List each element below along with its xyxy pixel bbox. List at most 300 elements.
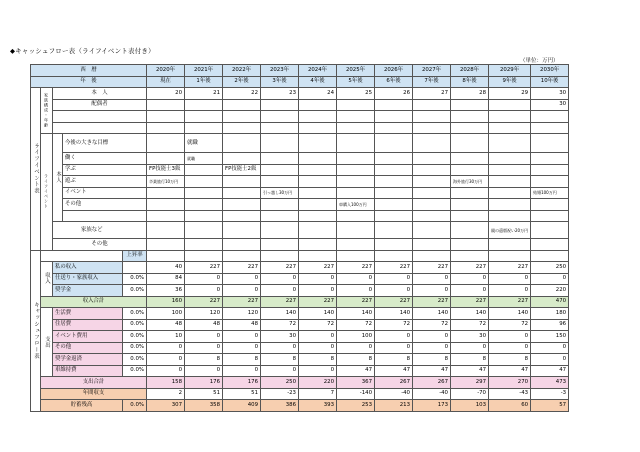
goal-cell [299, 134, 337, 153]
value-cell: 150 [531, 331, 569, 343]
savings-label: 貯蓄残高 [41, 400, 123, 412]
value-cell: 0 [299, 285, 337, 297]
play-cell [531, 176, 569, 188]
value-cell: 8 [337, 354, 375, 366]
value-cell: 0 [531, 342, 569, 354]
play-cell: 海外旅行30万円 [451, 176, 489, 188]
value-cell: 180 [531, 308, 569, 320]
value-cell: 227 [299, 296, 337, 308]
table-row [31, 176, 569, 188]
blank-cell [451, 111, 489, 123]
value-cell: -43 [489, 388, 531, 400]
offset-cell: 現在 [147, 76, 185, 88]
other-cell: 車購入100万円 [337, 199, 375, 211]
misc-cell [451, 239, 489, 251]
value-cell: 72 [375, 319, 413, 331]
value-cell: 267 [413, 377, 451, 389]
value-cell: 140 [261, 308, 299, 320]
age-cell: 21 [185, 88, 223, 100]
value-cell: 72 [261, 319, 299, 331]
expense-item-label: 車維持費 [53, 365, 123, 377]
value-cell: 227 [451, 262, 489, 274]
blank-cell [223, 250, 261, 262]
value-cell: 227 [223, 296, 261, 308]
value-cell: -3 [531, 388, 569, 400]
value-cell: 8 [489, 354, 531, 366]
value-cell: -40 [413, 388, 451, 400]
blank-cell [223, 111, 261, 123]
goal-cell [375, 134, 413, 153]
learn-cell [413, 164, 451, 176]
blank-label [53, 111, 147, 123]
blank-cell [185, 122, 223, 134]
learn-cell [185, 164, 223, 176]
value-cell: 0 [185, 285, 223, 297]
value-cell: 0 [451, 273, 489, 285]
work-cell: 就職 [185, 153, 223, 165]
rate-cell: 0.0% [123, 285, 147, 297]
year-cell: 2023年 [261, 65, 299, 77]
value-cell: 140 [299, 308, 337, 320]
other-cell [451, 199, 489, 211]
age-cell [223, 99, 261, 111]
age-cell: 27 [413, 88, 451, 100]
offset-cell: 1年後 [185, 76, 223, 88]
value-cell: 0 [337, 273, 375, 285]
rate-cell: 0.0% [123, 273, 147, 285]
value-cell: 227 [261, 296, 299, 308]
family-cell [261, 222, 299, 239]
rate-cell [123, 262, 147, 274]
goal-cell [413, 134, 451, 153]
blank-label [53, 122, 147, 134]
value-cell: 140 [451, 308, 489, 320]
value-cell: 0 [299, 273, 337, 285]
value-cell: 0 [531, 354, 569, 366]
value-cell: 0 [185, 365, 223, 377]
play-label: 遊ぶ [63, 176, 147, 188]
expense-label: 支出 [41, 308, 53, 377]
blank-cell [185, 111, 223, 123]
blank-cell [185, 250, 223, 262]
learn-cell [375, 164, 413, 176]
other-cell [299, 199, 337, 211]
value-cell: 227 [185, 262, 223, 274]
goal-cell [261, 134, 299, 153]
income-item-label: 私の収入 [53, 262, 123, 274]
age-cell: 26 [375, 88, 413, 100]
value-cell: 47 [489, 365, 531, 377]
value-cell: 40 [147, 262, 185, 274]
value-cell: 60 [489, 400, 531, 412]
value-cell: 8 [299, 354, 337, 366]
play-cell [337, 176, 375, 188]
value-cell: 8 [223, 354, 261, 366]
table-row [31, 296, 569, 308]
value-cell: 84 [147, 273, 185, 285]
blank-cell [261, 111, 299, 123]
value-cell: 0 [299, 365, 337, 377]
table-row [31, 377, 569, 389]
blank-cell [147, 122, 185, 134]
blank-cell [261, 250, 299, 262]
blank-cell [489, 250, 531, 262]
table-row [31, 99, 569, 111]
blank-cell [299, 210, 337, 222]
learn-cell [261, 164, 299, 176]
value-cell: 0 [185, 342, 223, 354]
value-cell: 0 [413, 273, 451, 285]
work-cell [299, 153, 337, 165]
work-cell [531, 153, 569, 165]
event-cell: 結婚100万円 [531, 187, 569, 199]
blank-label [63, 210, 147, 222]
blank-cell [337, 250, 375, 262]
table-row [31, 342, 569, 354]
family-cell [299, 222, 337, 239]
value-cell: 267 [375, 377, 413, 389]
value-cell: 297 [451, 377, 489, 389]
value-cell: 173 [413, 400, 451, 412]
value-cell: 140 [375, 308, 413, 320]
blank-cell [451, 122, 489, 134]
family-cell [531, 222, 569, 239]
blank-cell [531, 122, 569, 134]
rate-cell: 0.0% [123, 365, 147, 377]
family-cell [223, 222, 261, 239]
family-cell: 親の還暦祝い20万円 [489, 222, 531, 239]
blank-cell [375, 210, 413, 222]
value-cell: 0 [413, 331, 451, 343]
expense-item-label: 住居費 [53, 319, 123, 331]
work-cell [489, 153, 531, 165]
event-cell [337, 187, 375, 199]
value-cell: 120 [185, 308, 223, 320]
value-cell: 0 [337, 342, 375, 354]
age-cell [375, 99, 413, 111]
event-cell [185, 187, 223, 199]
event-cell [489, 187, 531, 199]
misc-cell [147, 239, 185, 251]
value-cell: 30 [261, 331, 299, 343]
other-cell [413, 199, 451, 211]
blank-label [41, 250, 123, 262]
value-cell: 0 [337, 285, 375, 297]
family-cell [451, 222, 489, 239]
misc-cell [185, 239, 223, 251]
value-cell: 47 [375, 365, 413, 377]
rate-header: 上昇率 [123, 250, 147, 262]
age-cell: 24 [299, 88, 337, 100]
misc-cell [375, 239, 413, 251]
blank-cell [299, 111, 337, 123]
rate-cell: 0.0% [123, 354, 147, 366]
value-cell: 227 [375, 296, 413, 308]
expense-item-label: 奨学金返済 [53, 354, 123, 366]
blank-cell [299, 122, 337, 134]
event-cell [299, 187, 337, 199]
family-label: 家族構成・年齢 [41, 88, 53, 134]
other-cell [185, 199, 223, 211]
table-row [31, 76, 569, 88]
learn-cell [299, 164, 337, 176]
value-cell: 0 [489, 331, 531, 343]
value-cell: 0 [223, 342, 261, 354]
age-cell [489, 99, 531, 111]
value-cell: -140 [337, 388, 375, 400]
blank-cell [147, 111, 185, 123]
play-cell [375, 176, 413, 188]
rate-cell: 0.0% [123, 319, 147, 331]
income-item-label: 仕送り・家族収入 [53, 273, 123, 285]
year-cell: 2024年 [299, 65, 337, 77]
misc-cell [337, 239, 375, 251]
misc-cell [489, 239, 531, 251]
work-cell [223, 153, 261, 165]
value-cell: 0 [375, 285, 413, 297]
value-cell: 393 [299, 400, 337, 412]
value-cell: 7 [299, 388, 337, 400]
play-cell [261, 176, 299, 188]
value-cell: 72 [299, 319, 337, 331]
blank-cell [223, 210, 261, 222]
age-cell [299, 99, 337, 111]
value-cell: 227 [299, 262, 337, 274]
value-cell: 48 [185, 319, 223, 331]
play-cell [185, 176, 223, 188]
value-cell: 0 [185, 331, 223, 343]
value-cell: 0 [223, 285, 261, 297]
family-cell [337, 222, 375, 239]
learn-cell [531, 164, 569, 176]
blank-cell [451, 250, 489, 262]
value-cell: 227 [337, 262, 375, 274]
value-cell: 0 [261, 273, 299, 285]
work-cell [375, 153, 413, 165]
table-row [31, 262, 569, 274]
learn-cell [489, 164, 531, 176]
table-row [31, 239, 569, 251]
blank-cell [337, 210, 375, 222]
family-cell [185, 222, 223, 239]
learn-cell [451, 164, 489, 176]
value-cell: 47 [337, 365, 375, 377]
value-cell: 96 [531, 319, 569, 331]
value-cell: 140 [489, 308, 531, 320]
value-cell: 0 [451, 342, 489, 354]
honnin-label: 本 人 [53, 88, 147, 100]
value-cell: 220 [531, 285, 569, 297]
table-row [31, 285, 569, 297]
rate-cell: 0.0% [123, 400, 147, 412]
age-cell: 29 [489, 88, 531, 100]
rate-cell: 0.0% [123, 342, 147, 354]
value-cell: 0 [531, 273, 569, 285]
misc-cell [531, 239, 569, 251]
value-cell: 0 [299, 342, 337, 354]
value-cell: 100 [147, 308, 185, 320]
value-cell: 0 [223, 273, 261, 285]
value-cell: 120 [223, 308, 261, 320]
value-cell: 227 [413, 296, 451, 308]
year-header-label: 西 暦 [31, 65, 147, 77]
expense-item-label: その他 [53, 342, 123, 354]
blank-cell [261, 122, 299, 134]
value-cell: 8 [413, 354, 451, 366]
goal-cell [489, 134, 531, 153]
blank-cell [413, 111, 451, 123]
value-cell: 270 [489, 377, 531, 389]
value-cell: 227 [375, 262, 413, 274]
value-cell: 48 [147, 319, 185, 331]
family-row-label: 家族など [53, 222, 147, 239]
event-cell [413, 187, 451, 199]
year-cell: 2021年 [185, 65, 223, 77]
table-row [31, 88, 569, 100]
value-cell: 227 [337, 296, 375, 308]
blank-cell [489, 111, 531, 123]
year-cell: 2020年 [147, 65, 185, 77]
table-row [31, 354, 569, 366]
life-event-label: ライフイベント [41, 134, 53, 251]
misc-cell [261, 239, 299, 251]
family-cell [375, 222, 413, 239]
other-label: その他 [63, 199, 147, 211]
age-cell: 23 [261, 88, 299, 100]
table-row [31, 210, 569, 222]
income-label: 収入 [41, 262, 53, 297]
value-cell: 8 [375, 354, 413, 366]
value-cell: 250 [261, 377, 299, 389]
table-row [31, 308, 569, 320]
work-cell [413, 153, 451, 165]
value-cell: 0 [489, 285, 531, 297]
value-cell: 253 [337, 400, 375, 412]
value-cell: 51 [185, 388, 223, 400]
value-cell: 0 [413, 342, 451, 354]
other-cell [147, 199, 185, 211]
year-cell: 2022年 [223, 65, 261, 77]
value-cell: 103 [451, 400, 489, 412]
blank-cell [261, 210, 299, 222]
goal-cell [451, 134, 489, 153]
table-row [31, 331, 569, 343]
table-row [31, 65, 569, 77]
value-cell: 307 [147, 400, 185, 412]
event-label: イベント [63, 187, 147, 199]
work-cell [337, 153, 375, 165]
value-cell: 72 [413, 319, 451, 331]
value-cell: 0 [147, 342, 185, 354]
table-row [31, 319, 569, 331]
age-cell: 20 [147, 88, 185, 100]
blank-cell [299, 250, 337, 262]
value-cell: 72 [489, 319, 531, 331]
rate-cell: 0.0% [123, 308, 147, 320]
rate-cell: 0.0% [123, 331, 147, 343]
value-cell: 227 [185, 296, 223, 308]
offset-cell: 10年後 [531, 76, 569, 88]
year-cell: 2029年 [489, 65, 531, 77]
table-row [31, 199, 569, 211]
value-cell: 0 [375, 342, 413, 354]
offset-cell: 6年後 [375, 76, 413, 88]
offset-cell: 3年後 [261, 76, 299, 88]
table-row [31, 388, 569, 400]
blank-cell [531, 111, 569, 123]
blank-cell [413, 122, 451, 134]
value-cell: 220 [299, 377, 337, 389]
value-cell: 0 [451, 285, 489, 297]
value-cell: 0 [375, 331, 413, 343]
event-cell: 引っ越し30万円 [261, 187, 299, 199]
value-cell: 0 [223, 331, 261, 343]
work-cell [451, 153, 489, 165]
income-item-label: 奨学金 [53, 285, 123, 297]
other-cell [489, 199, 531, 211]
life-section-label: ライフイベント表 [31, 88, 41, 251]
value-cell: 409 [223, 400, 261, 412]
table-row [31, 400, 569, 412]
other-cell [223, 199, 261, 211]
table-row [31, 250, 569, 262]
value-cell: 0 [413, 285, 451, 297]
age-cell: 30 [531, 88, 569, 100]
blank-cell [147, 210, 185, 222]
blank-cell [223, 122, 261, 134]
goal-cell: 就職 [185, 134, 223, 153]
work-label: 働く [63, 153, 147, 165]
play-cell [413, 176, 451, 188]
hl-label: 本人 [53, 134, 63, 222]
age-cell [147, 99, 185, 111]
offset-cell: 2年後 [223, 76, 261, 88]
value-cell: 72 [337, 319, 375, 331]
expense-item-label: イベント費用 [53, 331, 123, 343]
blank-cell [375, 111, 413, 123]
goal-label: 今後の大きな目標 [63, 134, 147, 153]
value-cell: 227 [413, 262, 451, 274]
value-cell: 100 [337, 331, 375, 343]
value-cell: 0 [147, 365, 185, 377]
value-cell: 473 [531, 377, 569, 389]
blank-cell [413, 210, 451, 222]
blank-cell [337, 111, 375, 123]
play-cell [223, 176, 261, 188]
play-cell: 卒業旅行10万円 [147, 176, 185, 188]
work-cell [147, 153, 185, 165]
year-cell: 2028年 [451, 65, 489, 77]
value-cell: 227 [489, 262, 531, 274]
value-cell: 0 [299, 331, 337, 343]
value-cell: 227 [489, 296, 531, 308]
blank-cell [451, 210, 489, 222]
value-cell: 0 [147, 354, 185, 366]
value-cell: 386 [261, 400, 299, 412]
blank-cell [531, 210, 569, 222]
value-cell: 227 [451, 296, 489, 308]
misc-cell [223, 239, 261, 251]
play-cell [489, 176, 531, 188]
value-cell: -40 [375, 388, 413, 400]
value-cell: 47 [413, 365, 451, 377]
misc-cell [299, 239, 337, 251]
value-cell: 0 [185, 273, 223, 285]
table-row [31, 111, 569, 123]
offset-cell: 4年後 [299, 76, 337, 88]
value-cell: 47 [531, 365, 569, 377]
value-cell: 36 [147, 285, 185, 297]
